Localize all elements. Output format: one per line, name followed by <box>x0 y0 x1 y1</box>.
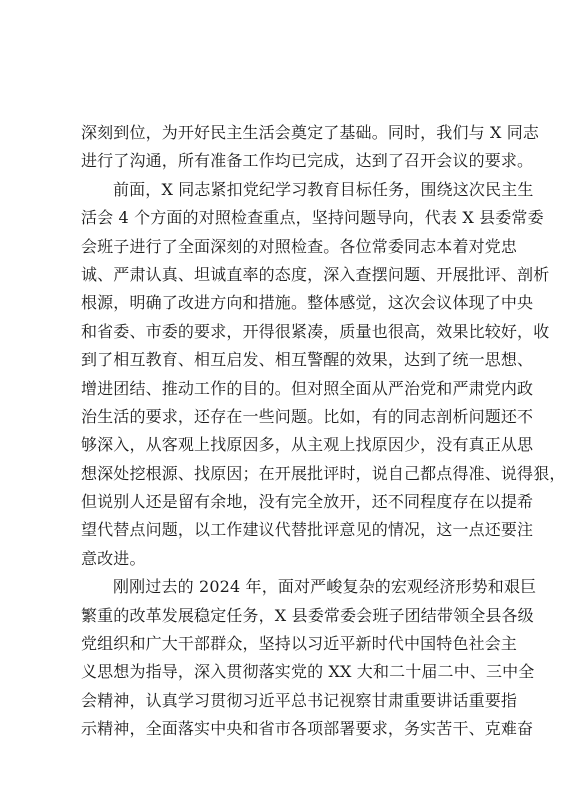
text-line: 根源，明确了改进方向和措施。整体感觉，这次会议体现了中央 <box>81 293 534 313</box>
text-line: 够深入，从客观上找原因多，从主观上找原因少，没有真正从思 <box>81 435 534 455</box>
text-line: 会精神，认真学习贯彻习近平总书记视察甘肃重要讲话重要指 <box>81 690 518 710</box>
text-line: 示精神，全面落实中央和省市各项部署要求，务实苦干、克难奋 <box>81 719 534 739</box>
text-line: 想深处挖根源、找原因；在开展批评时，说自己都点得准、说得狠， <box>81 463 566 483</box>
text-line: 会班子进行了全面深刻的对照检查。各位常委同志本着对党忠 <box>81 236 518 256</box>
text-line: 义思想为指导，深入贯彻落实党的 XX 大和二十届二中、三中全 <box>81 662 535 682</box>
text-line: 活会 4 个方面的对照检查重点，坚持问题导向，代表 X 县委常委 <box>81 208 544 228</box>
text-line: 和省委、市委的要求，开得很紧凑，质量也很高，效果比较好，收 <box>81 321 550 341</box>
text-line: 繁重的改革发展稳定任务，X 县委常委会班子团结带领全县各级 <box>81 605 534 625</box>
text-line: 意改进。 <box>81 548 146 568</box>
text-line: 治生活的要求，还存在一些问题。比如，有的同志剖析问题还不 <box>81 406 534 426</box>
body-text <box>81 119 566 744</box>
text-line: 增进团结、推动工作的目的。但对照全面从严治党和严肃党内政 <box>81 378 534 398</box>
paragraph-start-line: 刚刚过去的 2024 年，面对严峻复杂的宏观经济形势和艰巨 <box>113 577 537 597</box>
paragraph-start-line: 前面，X 同志紧扣党纪学习教育目标任务，围绕这次民主生 <box>113 179 534 199</box>
text-line: 诚、严肃认真、坦诚直率的态度，深入查摆问题、开展批评、剖析 <box>81 264 550 284</box>
text-line: 进行了沟通，所有准备工作均已完成，达到了召开会议的要求。 <box>81 151 534 171</box>
text-line: 深刻到位，为开好民主生活会奠定了基础。同时，我们与 X 同志 <box>81 123 540 142</box>
text-line: 望代替点问题，以工作建议代替批评意见的情况，这一点还要注 <box>81 520 534 540</box>
text-line: 到了相互教育、相互启发、相互警醒的效果，达到了统一思想、 <box>81 350 534 370</box>
text-line: 党组织和广大干部群众，坚持以习近平新时代中国特色社会主 <box>81 634 518 654</box>
text-line: 但说别人还是留有余地，没有完全放开，还不同程度存在以提希 <box>81 492 534 512</box>
